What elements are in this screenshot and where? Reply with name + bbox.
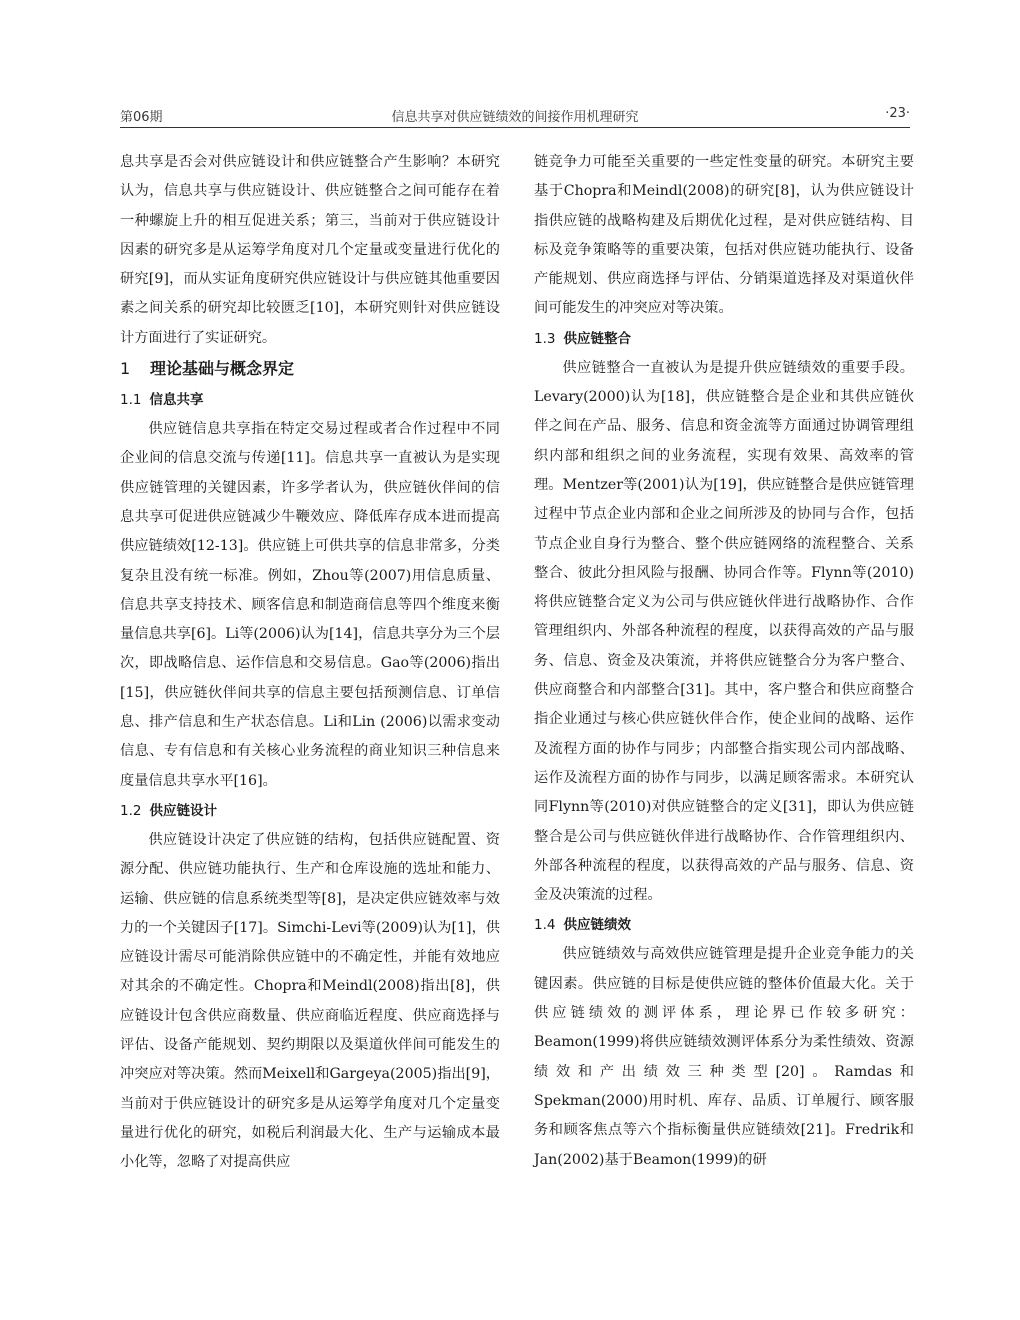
section-title: 供应链设计 bbox=[149, 802, 217, 819]
intro-paragraph: 息共享是否会对供应链设计和供应链整合产生影响？本研究认为，信息共享与供应链设计、供应链整合之间可能存在着一种螺旋上升的相互促进关系；第三，当前对于供应链设计因素的研究多是从运筹学角度对几个定量或变量进行优化的研究[9]，而从实证角度研究供应链设计与供应链其他重要因素之间关系的研究却比较匮乏[10]，本研究则针对供应链设计方面进行了实证研究。 bbox=[120, 154, 500, 346]
section-number: 1.2 bbox=[120, 802, 142, 819]
supply-chain-performance-paragraph: 供应链绩效与高效供应链管理是提升企业竞争能力的关键因素。供应链的目标是使供应链的整体价值最大化。关于供应链绩效的测评体系，理论界已作较多研究：Beamon(1999)将供应链绩效测评体系分为柔性绩效、资源绩效和产出绩效三种类型[20]。Ramdas和Spekman(2000)用时机、库存、品质、订单履行、顾客服务和顾客焦点等六个指标衡量供应链绩效[21]。Fredrik和Jan(2002)基于Beamon(1999)的研 bbox=[534, 946, 914, 1168]
section-title: 信息共享 bbox=[149, 392, 204, 409]
header-rule bbox=[120, 127, 910, 128]
issue-number: 第06期 bbox=[120, 110, 163, 125]
continued-paragraph: 链竞争力可能至关重要的一些定性变量的研究。本研究主要基于Chopra和Meindl(2008)的研究[8]，认为供应链设计指供应链的战略构建及后期优化过程，是对供应链结构、目标及竞争策略等的重要决策，包括对供应链功能执行、设备产能规划、供应商选择与评估、分销渠道选择及对渠道伙伴间可能发生的冲突应对等决策。 bbox=[534, 154, 914, 317]
page-number: ·23· bbox=[885, 106, 910, 121]
running-header bbox=[120, 104, 910, 126]
section-1-1-heading bbox=[120, 385, 500, 415]
running-title: 信息共享对供应链绩效的间接作用机理研究 bbox=[391, 110, 639, 125]
section-number: 1.1 bbox=[120, 392, 142, 409]
information-sharing-paragraph: 供应链信息共享指在特定交易过程或者合作过程中不同企业间的信息交流与传递[11]。信息共享一直被认为是实现供应链管理的关键因素，许多学者认为，供应链伙伴间的信息共享可促进供应链减少牛鞭效应、降低库存成本进而提高供应链绩效[12-13]。供应链上可供共享的信息非常多，分类复杂且没有统一标准。例如，Zhou等(2007)用信息质量、信息共享支持技术、顾客信息和制造商信息等四个维度来衡量信息共享[6]。Li等(2006)认为[14]，信息共享分为三个层次，即战略信息、运作信息和交易信息。Gao等(2006)指出[15]，供应链伙伴间共享的信息主要包括预测信息、订单信息、排产信息和生产状态信息。Li和Lin (2006)以需求变动信息、专有信息和有关核心业务流程的商业知识三种信息来度量信息共享水平[16]。 bbox=[120, 421, 500, 789]
section-title: 理论基础与概念界定 bbox=[150, 359, 295, 379]
section-number: 1 bbox=[120, 359, 131, 379]
supply-chain-integration-paragraph: 供应链整合一直被认为是提升供应链绩效的重要手段。Levary(2000)认为[18]，供应链整合是企业和其供应链伙伴之间在产品、服务、信息和资金流等方面通过协调管理组织内部和组织之间的业务流程，实现有效果、高效率的管理。Mentzer等(2001)认为[19]，供应链整合是供应链管理过程中节点企业内部和企业之间所涉及的协同与合作，包括节点企业自身行为整合、整个供应链网络的流程整合、关系整合、彼此分担风险与报酬、协同合作等。Flynn等(2010)将供应链整合定义为公司与供应链伙伴进行战略协作、合作管理组织内、外部各种流程的程度，以获得高效的产品与服务、信息、资金及决策流，并将供应链整合分为客户整合、供应商整合和内部整合[31]。其中，客户整合和供应商整合指企业通过与核心供应链伙伴合作，使企业间的战略、运作及流程方面的协作与同步；内部整合指实现公司内部战略、运作及流程方面的协作与同步，以满足顾客需求。本研究认同Flynn等(2010)对供应链整合的定义[31]，即认为供应链整合是公司与供应链伙伴进行战略协作、合作管理组织内、外部各种流程的程度，以获得高效的产品与服务、信息、资金及决策流的过程。 bbox=[534, 359, 914, 904]
section-1-2-heading bbox=[120, 796, 500, 826]
section-title: 供应链整合 bbox=[563, 330, 631, 347]
section-title: 供应链绩效 bbox=[563, 917, 631, 934]
supply-chain-design-paragraph: 供应链设计决定了供应链的结构，包括供应链配置、资源分配、供应链功能执行、生产和仓库设施的选址和能力、运输、供应链的信息系统类型等[8]，是决定供应链效率与效力的一个关键因子[17]。Simchi-Levi等(2009)认为[1]，供应链设计需尽可能消除供应链中的不确定性，并能有效地应对其余的不确定性。Chopra和Meindl(2008)指出[8]，供应链设计包含供应商数量、供应商临近程度、供应商选择与评估、设备产能规划、契约期限以及渠道伙伴间可能发生的冲突应对等决策。然而Meixell和Gargeya(2005)指出[9]，当前对于供应链设计的研究多是从运筹学角度对几个定量变量进行优化的研究，如税后利润最大化、生产与运输成本最小化等，忽略了对提高供应 bbox=[120, 831, 500, 1171]
section-number: 1.4 bbox=[534, 917, 556, 934]
section-1-heading bbox=[120, 353, 500, 385]
section-1-4-heading bbox=[534, 910, 914, 940]
left-column bbox=[120, 148, 500, 1178]
section-number: 1.3 bbox=[534, 330, 556, 347]
section-1-3-heading bbox=[534, 324, 914, 354]
right-column bbox=[534, 148, 914, 1175]
